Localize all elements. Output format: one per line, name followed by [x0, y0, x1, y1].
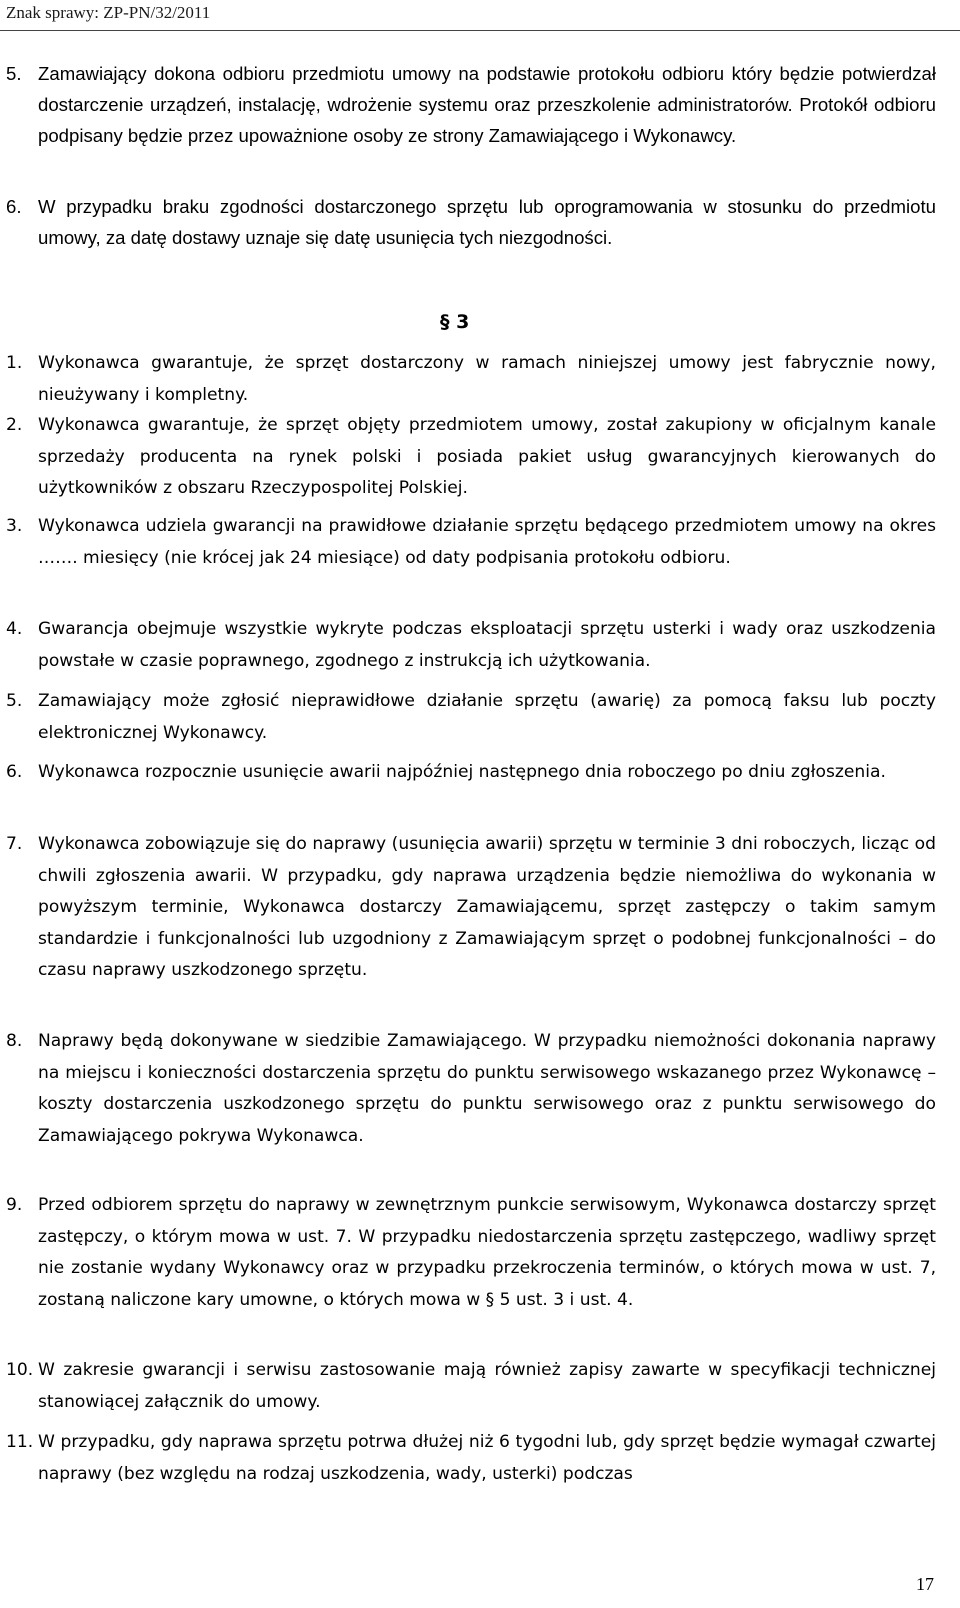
item-number: 9.	[6, 1195, 23, 1215]
list-item	[6, 686, 936, 749]
header-divider	[0, 30, 960, 31]
list-item	[6, 1026, 936, 1152]
page-number: 17	[916, 1574, 934, 1594]
list-item	[6, 614, 936, 677]
item-text: Wykonawca gwarantuje, że sprzęt objęty przedmiotem umowy, został zakupiony w oficjalnym kanale sprzedaży producenta na rynek polski i posiada pakiet usług gwarancyjnych kierowanych do użytkowników z obszaru Rzeczypospolitej Polskiej.	[38, 415, 936, 499]
item-number: 8.	[6, 1031, 23, 1051]
list-item	[6, 191, 936, 253]
item-number: 7.	[6, 834, 23, 854]
item-text: W przypadku, gdy naprawa sprzętu potrwa dłużej niż 6 tygodni lub, gdy sprzęt będzie wymagał czwartej naprawy (bez względu na rodzaj uszkodzenia, wady, usterki) podczas	[38, 1432, 936, 1484]
item-text: Przed odbiorem sprzętu do naprawy w zewnętrznym punkcie serwisowym, Wykonawca dostarczy sprzęt zastępczy, o którym mowa w ust. 7. W przypadku niedostarczenia sprzętu zastępczego, wadliwy sprzęt nie zostanie wydany Wykonawcy oraz w przypadku przekroczenia terminów, o których mowa w ust. 7, zostaną naliczone kary umowne, o których mowa w § 5 ust. 3 i ust. 4.	[38, 1195, 936, 1310]
item-number: 6.	[6, 196, 22, 217]
item-number: 6.	[6, 762, 23, 782]
item-number: 1.	[6, 353, 23, 373]
list-item	[6, 1190, 936, 1316]
item-text: Zamawiający dokona odbioru przedmiotu umowy na podstawie protokołu odbioru który będzie potwierdzał dostarczenie urządzeń, instalację, wdrożenie systemu oraz przeszkolenie administratorów. Protokół odbioru podpisany będzie przez upoważnione osoby ze strony Zamawiającego i Wykonawcy.	[38, 63, 936, 146]
item-text: W zakresie gwarancji i serwisu zastosowanie mają również zapisy zawarte w specyfikacji technicznej stanowiącej załącznik do umowy.	[38, 1360, 936, 1412]
list-item	[6, 757, 936, 789]
item-number: 2.	[6, 415, 23, 435]
item-text: W przypadku braku zgodności dostarczonego sprzętu lub oprogramowania w stosunku do przedmiotu umowy, za datę dostawy uznaje się datę usunięcia tych niezgodności.	[38, 196, 936, 248]
list-item	[6, 1355, 936, 1418]
item-text: Zamawiający może zgłosić nieprawidłowe działanie sprzętu (awarię) za pomocą faksu lub poczty elektronicznej Wykonawcy.	[38, 691, 936, 743]
item-number: 5.	[6, 63, 22, 84]
item-text: Naprawy będą dokonywane w siedzibie Zamawiającego. W przypadku niemożności dokonania naprawy na miejscu i konieczności dostarczenia sprzętu do punktu serwisowego wskazanego przez Wykonawcę – koszty dostarczenia uszkodzonego sprzętu do punktu serwisowego oraz z punktu serwisowego do Zamawiającego pokrywa Wykonawca.	[38, 1031, 936, 1146]
section-heading: § 3	[440, 311, 470, 333]
item-number: 11.	[6, 1432, 34, 1452]
item-text: Wykonawca gwarantuje, że sprzęt dostarczony w ramach niniejszej umowy jest fabrycznie nowy, nieużywany i kompletny.	[38, 353, 936, 405]
item-number: 4.	[6, 619, 23, 639]
list-item	[6, 829, 936, 987]
item-text: Wykonawca rozpocznie usunięcie awarii najpóźniej następnego dnia roboczego po dniu zgłoszenia.	[38, 762, 886, 782]
list-item	[6, 511, 936, 574]
item-text: Wykonawca zobowiązuje się do naprawy (usunięcia awarii) sprzętu w terminie 3 dni roboczych, licząc od chwili zgłoszenia awarii. W przypadku, gdy naprawa urządzenia będzie niemożliwa do wykonania w powyższym terminie, Wykonawca dostarczy Zamawiającemu, sprzęt zastępczy o takim samym standardzie i funkcjonalności lub uzgodniony z Zamawiającym sprzęt o podobnej funkcjonalności – do czasu naprawy uszkodzonego sprzętu.	[38, 834, 936, 981]
list-item	[6, 58, 936, 151]
list-item	[6, 348, 936, 411]
list-item	[6, 410, 936, 505]
list-item	[6, 1427, 936, 1490]
item-number: 3.	[6, 516, 23, 536]
item-number: 10.	[6, 1360, 34, 1380]
item-text: Gwarancja obejmuje wszystkie wykryte podczas eksploatacji sprzętu usterki i wady oraz uszkodzenia powstałe w czasie poprawnego, zgodnego z instrukcją ich użytkowania.	[38, 619, 936, 671]
case-number-header: Znak sprawy: ZP-PN/32/2011	[6, 3, 211, 22]
item-text: Wykonawca udziela gwarancji na prawidłowe działanie sprzętu będącego przedmiotem umowy na okres ……. miesięcy (nie krócej jak 24 miesiące) od daty podpisania protokołu odbioru.	[38, 516, 936, 568]
item-number: 5.	[6, 691, 23, 711]
